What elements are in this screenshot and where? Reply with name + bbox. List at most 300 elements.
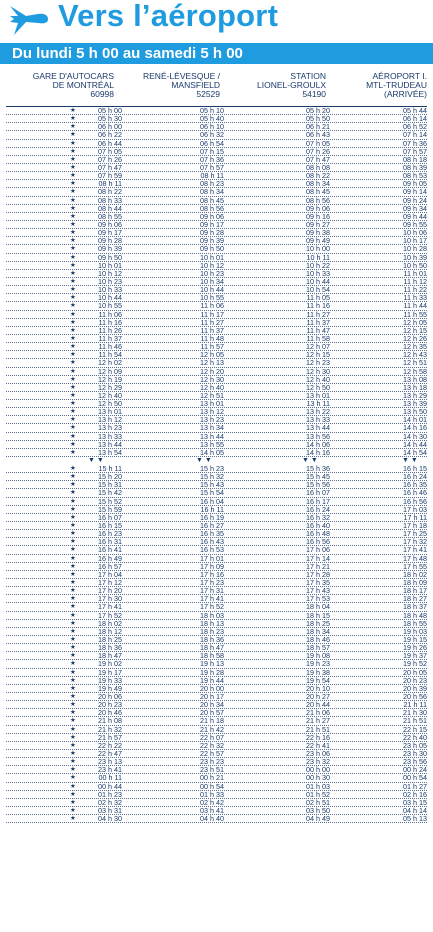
star-icon: ★ (70, 302, 76, 310)
departure-time: 07 h 57 (200, 162, 224, 172)
departure-time: 09 h 17 (200, 219, 224, 229)
departure-time: 13 h 34 (200, 423, 224, 433)
departure-time: 18 h 17 (403, 586, 427, 596)
departure-time: 18 h 34 (306, 626, 330, 636)
departure-time: 13 h 29 (403, 390, 427, 400)
star-icon: ★ (70, 554, 76, 562)
star-icon: ★ (70, 424, 76, 432)
departure-time: 09 h 27 (306, 219, 330, 229)
departure-time: 16 h 07 (98, 512, 122, 522)
departure-time: 16 h 19 (200, 512, 224, 522)
departure-time: 20 h 27 (306, 691, 330, 701)
departure-time: 11 h 27 (200, 317, 224, 327)
departure-time: 07 h 26 (306, 146, 330, 156)
departure-time: 08 h 56 (306, 195, 330, 205)
departure-time: 07 h 57 (403, 146, 427, 156)
airplane-icon (8, 2, 50, 38)
departure-time: 11 h 06 (98, 309, 122, 319)
departure-time: 01 h 52 (306, 789, 330, 799)
departure-time: 06 h 14 (403, 114, 427, 124)
departure-time: 10 h 28 (403, 244, 427, 254)
page-title: Vers l’aéroport (58, 0, 279, 33)
departure-time: 20 h 23 (98, 700, 122, 710)
departure-time: 19 h 26 (403, 643, 427, 653)
departure-time: 10 h 54 (306, 285, 330, 295)
departure-time: 12 h 05 (403, 317, 427, 327)
down-arrows-icon: ▼ ▼ (196, 457, 212, 465)
departure-time: 10 h 17 (403, 236, 427, 246)
departure-time: 08 h 56 (200, 203, 224, 213)
departure-time: 15 h 36 (306, 464, 330, 474)
departure-time: 02 h 51 (306, 797, 330, 807)
departure-time: 23 h 56 (403, 757, 427, 767)
departure-time: 14 h 44 (403, 439, 427, 449)
star-icon: ★ (70, 204, 76, 212)
departure-time: 07 h 14 (403, 130, 427, 140)
departure-time: 01 h 33 (200, 789, 224, 799)
departure-time: 06 h 43 (306, 130, 330, 140)
departure-time: 19 h 02 (98, 659, 122, 669)
departure-time: 21 h 32 (98, 724, 122, 734)
departure-time: 07 h 47 (98, 162, 122, 172)
column-header-stop-3 (222, 72, 326, 99)
departure-time: 09 h 39 (98, 244, 122, 254)
column-header-line: AÉROPORT I. (372, 71, 427, 81)
stop-code: (ARRIVÉE) (384, 89, 427, 99)
departure-time: 20 h 00 (200, 683, 224, 693)
departure-time: 15 h 20 (98, 472, 122, 482)
departure-time: 17 h 41 (200, 594, 224, 604)
down-arrows-icon: ▼ ▼ (88, 457, 104, 465)
departure-time: 13 h 23 (98, 423, 122, 433)
departure-time: 07 h 36 (200, 154, 224, 164)
star-icon: ★ (70, 131, 76, 139)
departure-time: 10 h 44 (98, 293, 122, 303)
departure-time: 00 h 44 (98, 781, 122, 791)
departure-time: 13 h 11 (306, 399, 330, 409)
departure-time: 13 h 54 (98, 447, 122, 457)
departure-time: 18 h 27 (403, 594, 427, 604)
departure-time: 11 h 57 (200, 342, 224, 352)
star-icon: ★ (70, 749, 76, 757)
departure-time: 18 h 02 (403, 569, 427, 579)
departure-time: 16 h 32 (306, 512, 330, 522)
departure-time: 09 h 44 (403, 211, 427, 221)
departure-time: 10 h 12 (98, 268, 122, 278)
departure-time: 17 h 16 (200, 569, 224, 579)
star-icon: ★ (70, 334, 76, 342)
departure-time: 17 h 28 (306, 569, 330, 579)
departure-time: 17 h 18 (403, 521, 427, 531)
departure-time: 06 h 10 (200, 122, 224, 132)
departure-time: 08 h 18 (403, 154, 427, 164)
departure-time: 16 h 11 (200, 504, 224, 514)
star-icon: ★ (70, 709, 76, 717)
star-icon: ★ (70, 758, 76, 766)
departure-time: 12 h 15 (403, 325, 427, 335)
star-icon: ★ (70, 676, 76, 684)
departure-time: 17 h 14 (306, 553, 330, 563)
column-header-stop-2 (118, 72, 220, 99)
star-icon: ★ (70, 188, 76, 196)
departure-time: 17 h 11 (403, 512, 427, 522)
departure-time: 10 h 11 (306, 252, 330, 262)
departure-time: 14 h 16 (403, 423, 427, 433)
departure-time: 11 h 33 (403, 293, 427, 303)
departure-time: 13 h 55 (200, 439, 224, 449)
departure-time: 10 h 23 (98, 276, 122, 286)
departure-time: 10 h 01 (200, 252, 224, 262)
departure-time: 01 h 03 (306, 781, 330, 791)
star-icon: ★ (70, 147, 76, 155)
column-header-line: GARE D'AUTOCARS (32, 71, 114, 81)
schedule-table (0, 107, 433, 823)
star-icon: ★ (70, 123, 76, 131)
departure-time: 18 h 12 (98, 626, 122, 636)
departure-time: 11 h 16 (306, 301, 330, 311)
departure-time: 04 h 30 (98, 814, 122, 824)
departure-time: 19 h 28 (200, 667, 224, 677)
star-icon: ★ (70, 261, 76, 269)
departure-time: 05 h 10 (200, 106, 224, 115)
departure-time: 18 h 13 (200, 618, 224, 628)
departure-time: 02 h 16 (403, 789, 427, 799)
departure-time: 21 h 51 (306, 724, 330, 734)
departure-time: 12 h 05 (200, 350, 224, 360)
departure-time: 15 h 52 (98, 496, 122, 506)
departure-time: 10 h 01 (98, 260, 122, 270)
departure-time: 22 h 22 (98, 740, 122, 750)
departure-time: 18 h 02 (98, 618, 122, 628)
departure-time: 08 h 22 (306, 171, 330, 181)
departure-time: 08 h 33 (98, 195, 122, 205)
star-icon: ★ (70, 611, 76, 619)
departure-time: 13 h 44 (306, 423, 330, 433)
departure-time: 14 h 54 (403, 447, 427, 457)
star-icon: ★ (70, 310, 76, 318)
departure-time: 08 h 55 (98, 211, 122, 221)
departure-time: 09 h 38 (306, 228, 330, 238)
star-icon: ★ (70, 408, 76, 416)
departure-time: 04 h 49 (306, 814, 330, 824)
departure-time: 14 h 05 (200, 447, 224, 457)
star-icon: ★ (70, 733, 76, 741)
departure-time: 07 h 36 (403, 138, 427, 148)
star-icon: ★ (70, 351, 76, 359)
star-icon: ★ (70, 684, 76, 692)
departure-time: 16 h 04 (200, 496, 224, 506)
departure-time: 13 h 12 (98, 415, 122, 425)
departure-time: 21 h 42 (200, 724, 224, 734)
star-icon: ★ (70, 627, 76, 635)
departure-time: 15 h 23 (200, 464, 224, 474)
departure-time: 11 h 58 (306, 333, 330, 343)
departure-time: 09 h 06 (98, 219, 122, 229)
star-icon: ★ (70, 465, 76, 473)
departure-time: 17 h 43 (306, 586, 330, 596)
star-icon: ★ (70, 359, 76, 367)
star-icon: ★ (70, 269, 76, 277)
departure-time: 01 h 23 (98, 789, 122, 799)
star-icon: ★ (70, 530, 76, 538)
departure-time: 21 h 06 (306, 708, 330, 718)
departure-time: 05 h 13 (403, 814, 427, 824)
departure-time: 16 h 49 (98, 553, 122, 563)
departure-time: 19 h 54 (306, 675, 330, 685)
departure-time: 08 h 44 (98, 203, 122, 213)
column-header-stop-1 (18, 72, 114, 99)
departure-time: 08 h 08 (306, 162, 330, 172)
departure-time: 19 h 37 (403, 651, 427, 661)
departure-time: 18 h 36 (98, 643, 122, 653)
departure-time: 17 h 20 (98, 586, 122, 596)
departure-time: 13 h 44 (98, 439, 122, 449)
schedule-period-label: Du lundi 5 h 00 au samedi 5 h 00 (12, 45, 243, 62)
stop-code: 52529 (196, 89, 220, 99)
departure-time: 23 h 51 (200, 765, 224, 775)
departure-time: 13 h 50 (403, 407, 427, 417)
star-icon: ★ (70, 570, 76, 578)
star-icon: ★ (70, 180, 76, 188)
departure-time: 19 h 38 (306, 667, 330, 677)
departure-time: 18 h 37 (403, 602, 427, 612)
departure-time: 16 h 35 (200, 529, 224, 539)
departure-time: 00 h 00 (306, 765, 330, 775)
star-icon: ★ (70, 692, 76, 700)
departure-time: 12 h 19 (98, 374, 122, 384)
star-icon: ★ (70, 237, 76, 245)
down-arrows-icon: ▼ ▼ (302, 457, 318, 465)
departure-time: 14 h 30 (403, 431, 427, 441)
departure-time: 08 h 11 (200, 171, 224, 181)
departure-time: 17 h 03 (403, 504, 427, 514)
departure-time: 07 h 47 (306, 154, 330, 164)
star-icon: ★ (70, 115, 76, 123)
departure-time: 09 h 49 (306, 236, 330, 246)
departure-time: 10 h 55 (98, 301, 122, 311)
departure-time: 09 h 28 (98, 236, 122, 246)
star-icon: ★ (70, 587, 76, 595)
departure-time: 05 h 30 (98, 114, 122, 124)
star-icon: ★ (70, 717, 76, 725)
departure-time: 21 h 08 (98, 716, 122, 726)
departure-time: 09 h 06 (306, 203, 330, 213)
departure-time: 13 h 39 (403, 399, 427, 409)
departure-time: 00 h 30 (306, 773, 330, 783)
star-icon: ★ (70, 652, 76, 660)
departure-time: 11 h 05 (306, 293, 330, 303)
departure-time: 09 h 05 (403, 179, 427, 189)
departure-time: 15 h 43 (200, 480, 224, 490)
departure-time: 12 h 30 (200, 374, 224, 384)
departure-time: 15 h 56 (306, 480, 330, 490)
departure-time: 22 h 32 (200, 740, 224, 750)
star-icon: ★ (70, 513, 76, 521)
departure-time: 16 h 40 (306, 521, 330, 531)
star-icon: ★ (70, 172, 76, 180)
departure-time: 08 h 45 (200, 195, 224, 205)
departure-time: 22 h 40 (403, 732, 427, 742)
departure-time: 12 h 58 (403, 366, 427, 376)
departure-time: 18 h 36 (200, 635, 224, 644)
departure-time: 19 h 52 (403, 659, 427, 669)
page-header (0, 0, 433, 41)
star-icon: ★ (70, 798, 76, 806)
departure-time: 10 h 33 (98, 285, 122, 295)
departure-time: 05 h 50 (306, 114, 330, 124)
departure-time: 15 h 32 (200, 472, 224, 482)
departure-time: 03 h 41 (200, 805, 224, 815)
departure-time: 20 h 10 (306, 683, 330, 693)
departure-time: 20 h 44 (306, 700, 330, 710)
schedule-period-banner (0, 43, 433, 64)
star-icon: ★ (70, 391, 76, 399)
departure-time: 05 h 40 (200, 114, 224, 124)
column-header-stop-4 (330, 72, 427, 99)
departure-time: 15 h 11 (98, 464, 122, 474)
star-icon: ★ (70, 522, 76, 530)
departure-time: 13 h 33 (98, 431, 122, 441)
departure-time: 20 h 06 (98, 691, 122, 701)
star-icon: ★ (70, 212, 76, 220)
departure-time: 11 h 37 (98, 333, 122, 343)
departure-time: 02 h 42 (200, 797, 224, 807)
star-icon: ★ (70, 155, 76, 163)
star-icon: ★ (70, 440, 76, 448)
star-icon: ★ (70, 774, 76, 782)
departure-time: 00 h 54 (200, 781, 224, 791)
departure-time: 12 h 13 (200, 358, 224, 368)
departure-time: 10 h 44 (306, 276, 330, 286)
departure-time: 12 h 51 (200, 390, 224, 400)
departure-time: 06 h 52 (403, 122, 427, 132)
star-icon: ★ (70, 538, 76, 546)
departure-time: 06 h 22 (98, 130, 122, 140)
departure-time: 09 h 34 (403, 203, 427, 213)
departure-time: 02 h 32 (98, 797, 122, 807)
departure-time: 12 h 30 (306, 366, 330, 376)
departure-time: 16 h 27 (200, 521, 224, 531)
star-icon: ★ (70, 741, 76, 749)
departure-time: 10 h 33 (306, 268, 330, 278)
departure-time: 13 h 12 (200, 407, 224, 417)
star-icon: ★ (70, 375, 76, 383)
departure-time: 20 h 34 (200, 700, 224, 710)
departure-time: 10 h 39 (403, 252, 427, 262)
departure-time: 12 h 02 (98, 358, 122, 368)
departure-time: 11 h 27 (306, 309, 330, 319)
departure-time: 21 h 57 (98, 732, 122, 742)
star-icon: ★ (70, 163, 76, 171)
departure-time: 18 h 23 (200, 626, 224, 636)
departure-time: 14 h 06 (306, 439, 330, 449)
departure-time: 13 h 01 (98, 407, 122, 417)
departure-time: 21 h 51 (403, 716, 427, 726)
departure-time: 00 h 24 (403, 765, 427, 775)
departure-time: 18 h 57 (306, 643, 330, 653)
departure-time: 15 h 45 (306, 472, 330, 482)
star-icon: ★ (70, 400, 76, 408)
departure-time: 12 h 40 (98, 390, 122, 400)
star-icon: ★ (70, 766, 76, 774)
departure-time: 19 h 15 (403, 635, 427, 644)
departure-time: 17 h 31 (200, 586, 224, 596)
departure-time: 13 h 33 (306, 415, 330, 425)
departure-time: 20 h 57 (200, 708, 224, 718)
departure-time: 09 h 55 (403, 219, 427, 229)
star-icon: ★ (70, 473, 76, 481)
star-icon: ★ (70, 326, 76, 334)
departure-time: 03 h 50 (306, 805, 330, 815)
departure-time: 08 h 23 (200, 179, 224, 189)
departure-time: 17 h 55 (403, 561, 427, 571)
departure-time: 18 h 46 (306, 635, 330, 644)
star-icon: ★ (70, 277, 76, 285)
departure-time: 17 h 12 (98, 578, 122, 588)
departure-time: 05 h 44 (403, 106, 427, 115)
departure-time: 08 h 22 (98, 187, 122, 197)
departure-time: 08 h 11 (98, 179, 122, 189)
departure-time: 11 h 48 (200, 333, 224, 343)
departure-time: 06 h 54 (200, 138, 224, 148)
departure-time: 00 h 54 (403, 773, 427, 783)
star-icon: ★ (70, 619, 76, 627)
table-row (6, 815, 427, 823)
departure-time: 23 h 30 (403, 748, 427, 758)
departure-time: 18 h 03 (200, 610, 224, 620)
departure-time: 11 h 44 (403, 301, 427, 311)
departure-time: 21 h 18 (200, 716, 224, 726)
departure-time: 21 h 27 (306, 716, 330, 726)
departure-time: 17 h 04 (98, 569, 122, 579)
departure-time: 16 h 43 (200, 537, 224, 547)
departure-time: 10 h 50 (403, 260, 427, 270)
departure-time: 05 h 20 (306, 106, 330, 115)
departure-time: 14 h 16 (306, 447, 330, 457)
star-icon: ★ (70, 546, 76, 554)
column-header-line: STATION (290, 71, 326, 81)
departure-time: 22 h 16 (306, 732, 330, 742)
departure-time: 17 h 52 (98, 610, 122, 620)
departure-time: 06 h 32 (200, 130, 224, 140)
departure-time: 11 h 55 (403, 309, 427, 319)
departure-time: 11 h 17 (200, 309, 224, 319)
star-icon: ★ (70, 343, 76, 351)
departure-time: 18 h 47 (200, 643, 224, 653)
departure-time: 11 h 06 (200, 301, 224, 311)
star-icon: ★ (70, 790, 76, 798)
departure-time: 20 h 17 (200, 691, 224, 701)
departure-time: 18 h 47 (98, 651, 122, 661)
departure-time: 20 h 39 (403, 683, 427, 693)
star-icon: ★ (70, 432, 76, 440)
star-icon: ★ (70, 660, 76, 668)
departure-time: 18 h 58 (200, 651, 224, 661)
departure-time: 19 h 49 (98, 683, 122, 693)
departure-time: 18 h 09 (403, 578, 427, 588)
star-icon: ★ (70, 725, 76, 733)
star-icon: ★ (70, 644, 76, 652)
star-icon: ★ (70, 497, 76, 505)
departure-time: 16 h 56 (403, 496, 427, 506)
departure-time: 08 h 53 (403, 171, 427, 181)
departure-time: 12 h 26 (403, 333, 427, 343)
departure-time: 19 h 08 (306, 651, 330, 661)
departure-time: 16 h 46 (403, 488, 427, 498)
departure-time: 09 h 06 (200, 211, 224, 221)
departure-time: 11 h 26 (98, 325, 122, 335)
departure-time: 11 h 37 (306, 317, 330, 327)
